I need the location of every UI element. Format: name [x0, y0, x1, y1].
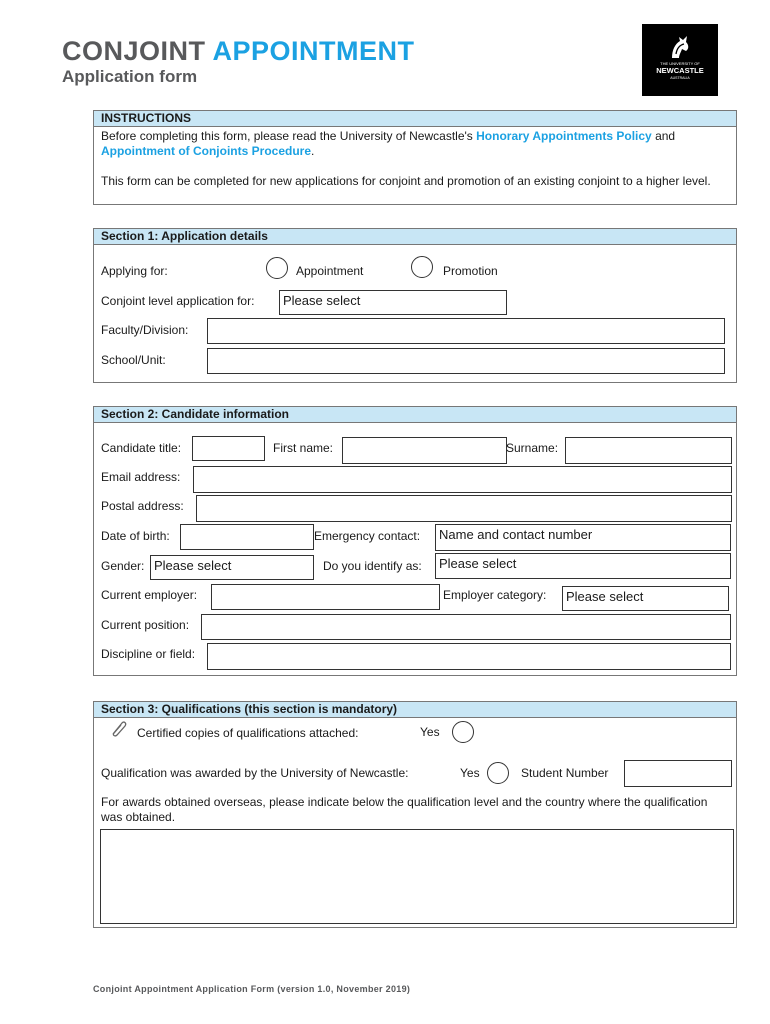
current-employer-label: Current employer:	[101, 588, 198, 602]
section3-heading: Section 3: Qualifications (this section is mandatory)	[94, 702, 736, 718]
form-title: CONJOINT APPOINTMENT	[62, 36, 415, 66]
surname-input[interactable]	[565, 437, 732, 464]
discipline-input[interactable]	[207, 643, 731, 670]
date-of-birth-input[interactable]	[180, 524, 314, 550]
candidate-title-label: Candidate title:	[101, 441, 182, 455]
certified-copies-label: Certified copies of qualifications attached:	[137, 726, 359, 740]
promotion-label: Promotion	[443, 264, 498, 278]
appointment-radio[interactable]	[266, 257, 288, 279]
form-subtitle: Application form	[62, 67, 198, 86]
current-employer-input[interactable]	[211, 584, 440, 610]
footer-text: Conjoint Appointment Application Form (version 1.0, November 2019)	[93, 984, 411, 994]
school-label: School/Unit:	[101, 353, 166, 367]
school-input[interactable]	[207, 348, 725, 374]
current-position-input[interactable]	[201, 614, 731, 640]
conjoint-level-select[interactable]: Please select	[279, 290, 507, 315]
candidate-title-input[interactable]	[192, 436, 265, 461]
instructions-panel	[93, 110, 737, 205]
promotion-radio[interactable]	[411, 256, 433, 278]
student-number-input[interactable]	[624, 760, 732, 787]
emergency-contact-label: Emergency contact:	[314, 529, 421, 543]
identify-as-select[interactable]: Please select	[435, 553, 731, 579]
honorary-policy-link[interactable]: Honorary Appointments Policy	[476, 129, 652, 143]
current-position-label: Current position:	[101, 618, 190, 632]
section2-heading: Section 2: Candidate information	[94, 407, 736, 423]
identify-as-label: Do you identify as:	[323, 559, 422, 573]
awarded-yes-radio[interactable]	[487, 762, 509, 784]
email-input[interactable]	[193, 466, 732, 493]
instructions-heading: INSTRUCTIONS	[94, 111, 736, 127]
postal-address-label: Postal address:	[101, 499, 184, 513]
surname-label: Surname:	[506, 441, 559, 455]
yes-label-2: Yes	[460, 766, 480, 780]
horse-head-logo-icon	[667, 34, 693, 60]
first-name-input[interactable]	[342, 437, 507, 464]
applying-for-label: Applying for:	[101, 264, 168, 278]
employer-category-label: Employer category:	[443, 588, 547, 602]
paperclip-icon	[107, 717, 129, 739]
overseas-qualifications-textarea[interactable]	[100, 829, 734, 924]
instructions-note: This form can be completed for new applications for conjoint and promotion of an existing conjoint to a higher level.	[101, 174, 711, 188]
overseas-instructions: For awards obtained overseas, please indicate below the qualification level and the country where the qualification was obtained.	[101, 795, 708, 824]
discipline-label: Discipline or field:	[101, 647, 196, 661]
first-name-label: First name:	[273, 441, 334, 455]
conjoints-procedure-link[interactable]: Appointment of Conjoints Procedure	[101, 144, 311, 158]
gender-label: Gender:	[101, 559, 145, 573]
faculty-label: Faculty/Division:	[101, 323, 189, 337]
section1-heading: Section 1: Application details	[94, 229, 736, 245]
appointment-label: Appointment	[296, 264, 364, 278]
gender-select[interactable]: Please select	[150, 555, 314, 580]
emergency-contact-input[interactable]: Name and contact number	[435, 524, 731, 551]
conjoint-level-label: Conjoint level application for:	[101, 294, 255, 308]
date-of-birth-label: Date of birth:	[101, 529, 170, 543]
postal-address-input[interactable]	[196, 495, 732, 522]
employer-category-select[interactable]: Please select	[562, 586, 729, 611]
certified-yes-radio[interactable]	[452, 721, 474, 743]
yes-label-1: Yes	[420, 725, 440, 739]
email-label: Email address:	[101, 470, 181, 484]
awarded-by-label: Qualification was awarded by the University of Newcastle:	[101, 766, 409, 780]
university-logo: THE UNIVERSITY OF NEWCASTLE AUSTRALIA	[642, 24, 718, 96]
student-number-label: Student Number	[521, 766, 609, 780]
instructions-text: Before completing this form, please read the University of Newcastle's Honorary Appointments Policy and Appointment of Conjoints Procedure.	[101, 129, 676, 158]
faculty-input[interactable]	[207, 318, 725, 344]
